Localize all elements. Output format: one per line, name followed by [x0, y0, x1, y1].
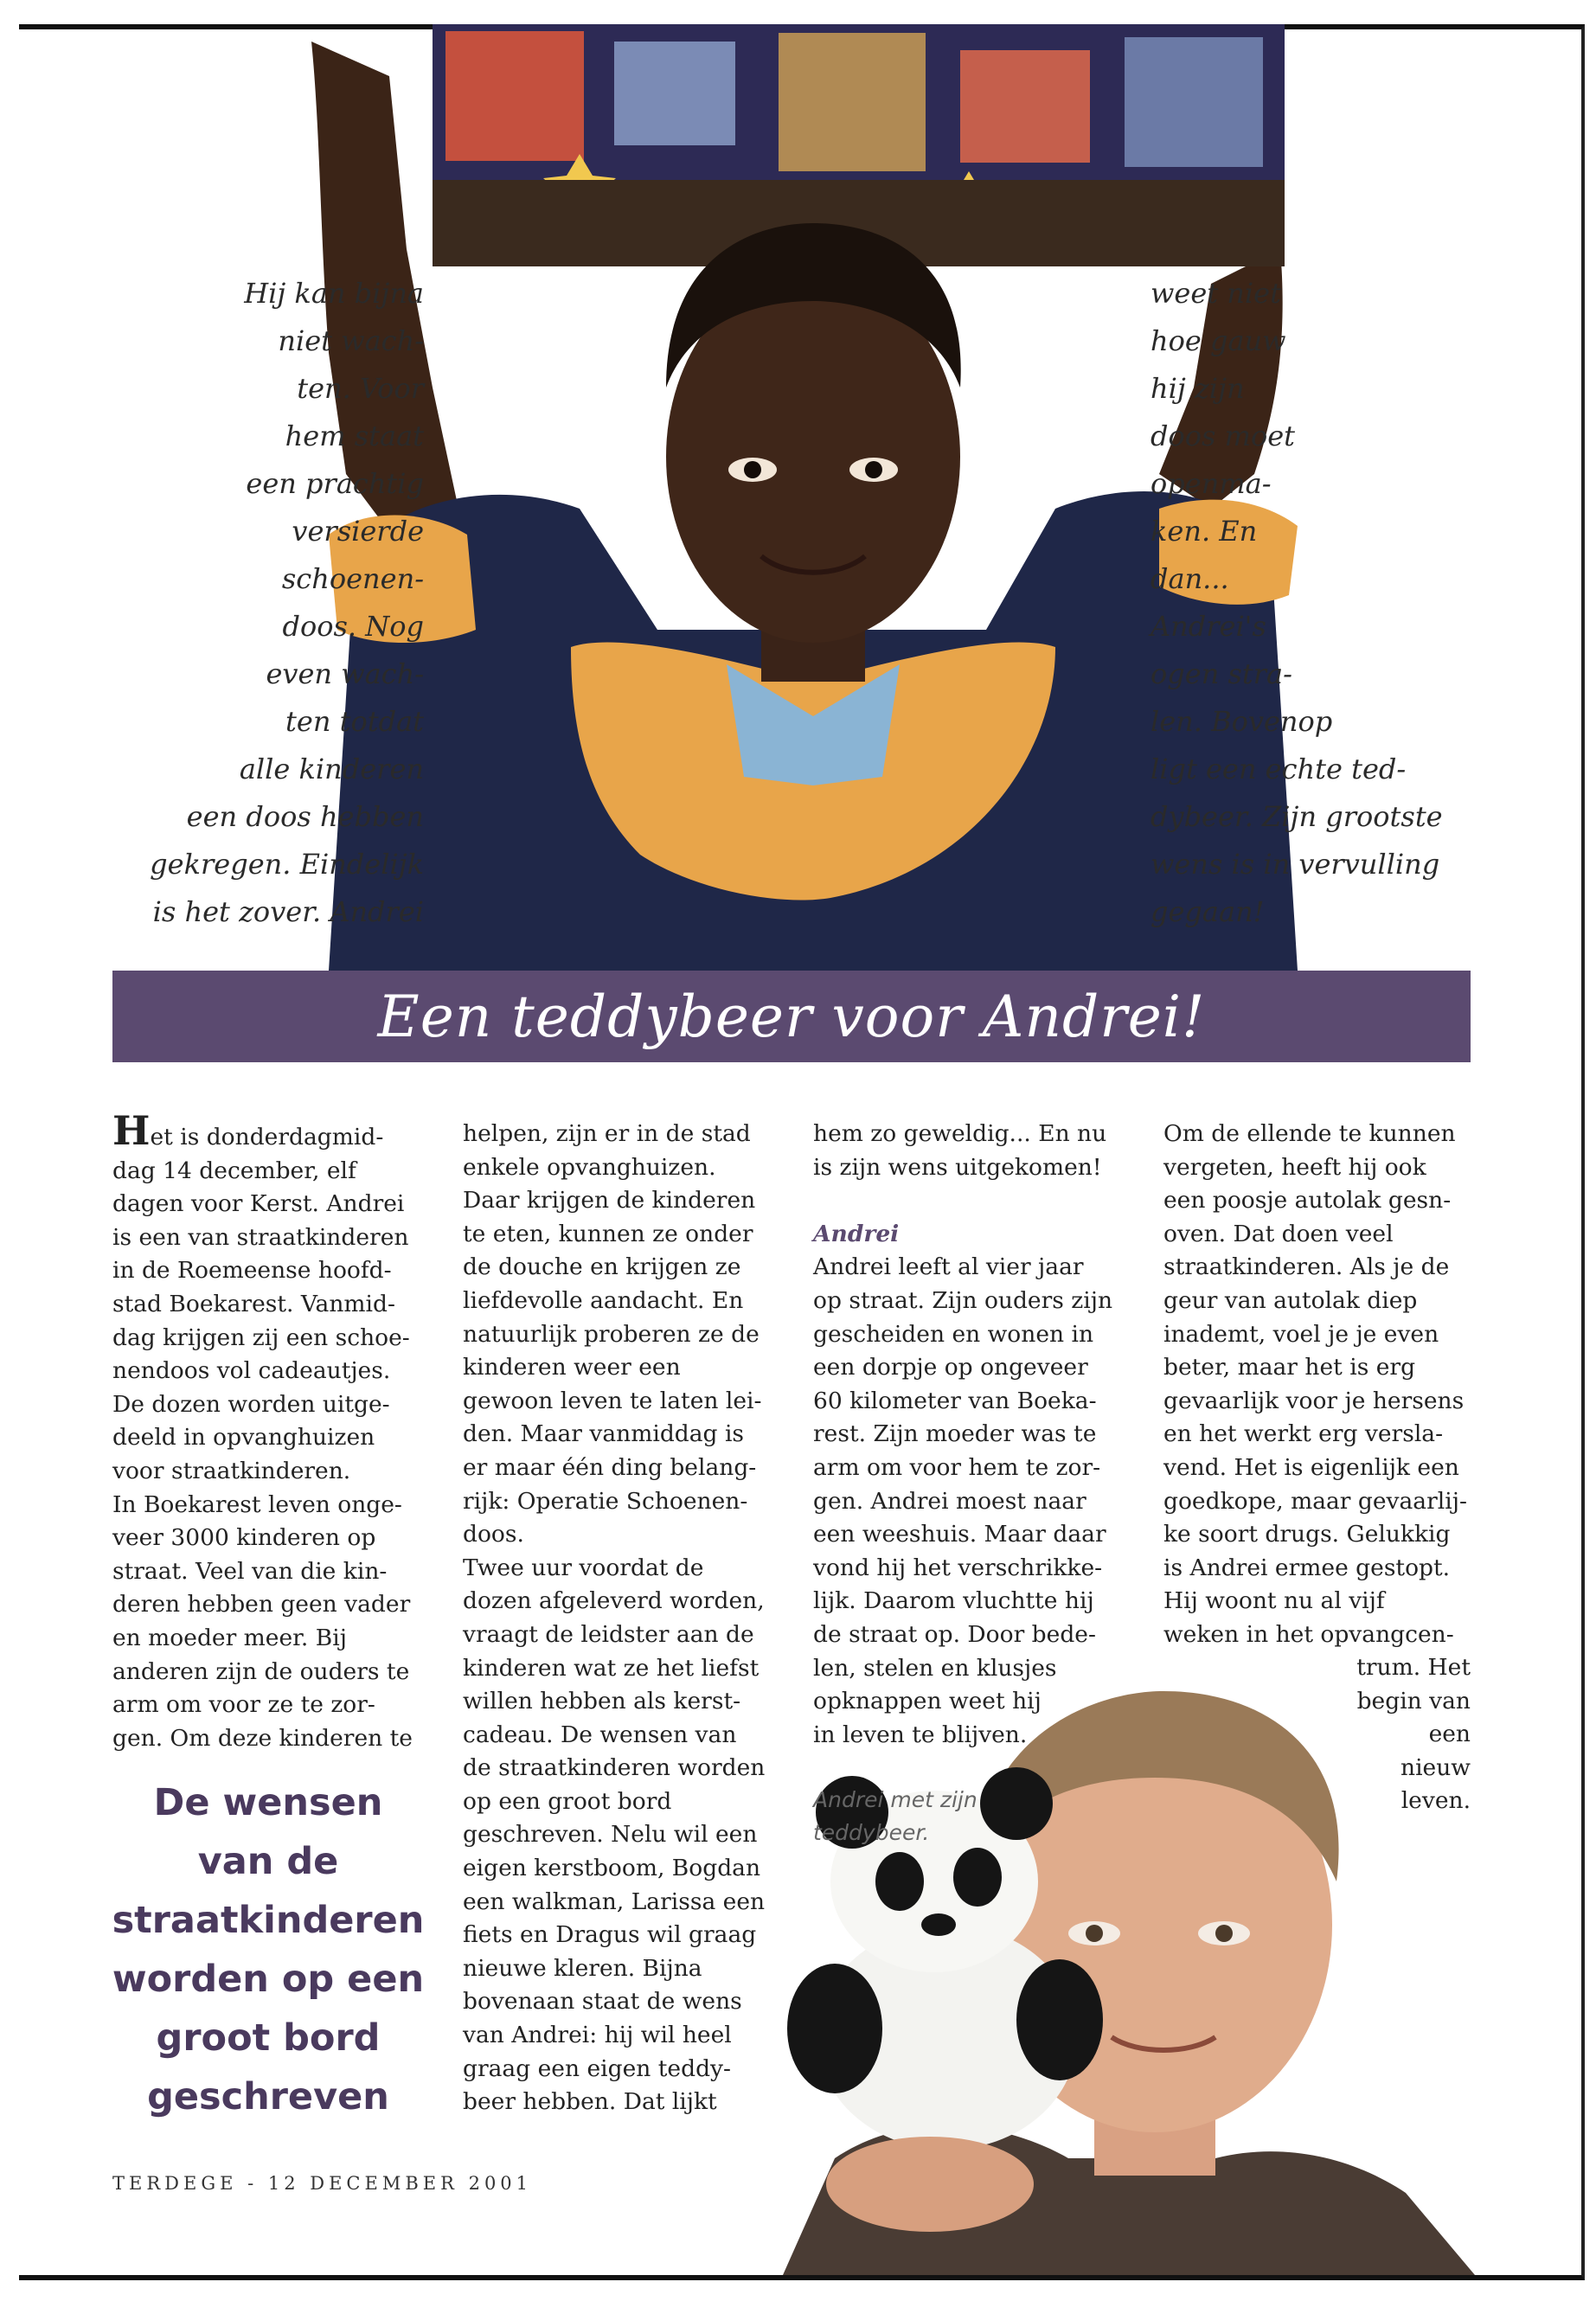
subheading: Andrei: [813, 1220, 900, 1247]
body-line: is een van straatkinderen: [112, 1223, 409, 1251]
body-line: de straatkinderen worden: [463, 1754, 766, 1782]
body-line: nieuw: [1401, 1753, 1471, 1781]
body-line: vergeten, heeft hij ook: [1163, 1153, 1426, 1181]
photo-caption: [813, 1784, 1038, 1849]
body-line: van Andrei: hij wil heel: [463, 2022, 732, 2049]
pull-quote-line: De wensen: [153, 1781, 383, 1824]
body-line: in de Roemeense hoofd-: [112, 1257, 392, 1285]
article-column-1: [112, 1107, 441, 1755]
pull-quote-line: geschreven: [147, 2075, 389, 2118]
body-line: doos.: [463, 1521, 524, 1548]
intro-line: hij zijn: [1151, 372, 1245, 405]
pull-quote: [104, 1773, 433, 2126]
pull-quote-line: van de: [197, 1840, 339, 1883]
body-line: vraagt de leidster aan de: [463, 1620, 754, 1648]
pull-quote-line: worden op een: [112, 1958, 425, 2001]
body-line: rijk: Operatie Schoenen-: [463, 1487, 748, 1515]
body-line: arm om voor hem te zor-: [813, 1453, 1101, 1481]
body-line: len, stelen en klusjes: [813, 1654, 1057, 1682]
body-line: enkele opvanghuizen.: [463, 1153, 716, 1181]
intro-line: alle kinderen: [239, 753, 424, 785]
intro-text-right: [1151, 270, 1471, 936]
body-line: bovenaan staat de wens: [463, 1988, 742, 2016]
intro-line: Andrei's: [1151, 610, 1266, 643]
caption-line: Andrei met zijn: [813, 1787, 977, 1812]
intro-line: dybeer. Zijn grootste: [1151, 800, 1443, 833]
body-line: gevaarlijk voor je hersens: [1163, 1387, 1465, 1414]
body-line: trum. Het: [1356, 1654, 1471, 1681]
body-line: er maar één ding belang-: [463, 1453, 757, 1481]
article-column-4: [1163, 1118, 1475, 1652]
body-line: Hij woont nu al vijf: [1163, 1587, 1385, 1615]
body-line: begin van: [1356, 1687, 1471, 1715]
body-line: weken in het opvangcen-: [1163, 1620, 1454, 1648]
intro-line: ogen stra-: [1151, 657, 1292, 690]
body-line: arm om voor ze te zor-: [112, 1691, 375, 1719]
body-line: De dozen worden uitge-: [112, 1390, 390, 1418]
body-line: dag 14 december, elf: [112, 1157, 356, 1184]
body-line: rest. Zijn moeder was te: [813, 1420, 1097, 1448]
intro-text-left: [104, 270, 424, 936]
first-line-text: et is donderdagmid-: [150, 1124, 384, 1150]
body-line: een: [1428, 1721, 1471, 1748]
intro-line: ligt een echte ted-: [1151, 753, 1407, 785]
body-line: is zijn wens uitgekomen!: [813, 1153, 1102, 1181]
intro-line: Hij kan bijna: [244, 277, 424, 310]
body-line: gen. Om deze kinderen te: [112, 1724, 413, 1752]
body-line: de straat op. Door bede-: [813, 1620, 1096, 1648]
intro-line: ten totdat: [285, 705, 424, 738]
intro-line: dan...: [1151, 562, 1229, 595]
intro-line: ken. En: [1151, 515, 1258, 548]
body-line: de douche en krijgen ze: [463, 1253, 741, 1281]
body-line: liefdevolle aandacht. En: [463, 1286, 744, 1314]
body-line: kinderen weer een: [463, 1354, 681, 1381]
body-line: voor straatkinderen.: [112, 1457, 351, 1484]
body-line: en moeder meer. Bij: [112, 1624, 347, 1651]
article-column-3: [813, 1118, 1142, 1752]
intro-line: len. Bovenop: [1151, 705, 1333, 738]
body-line: Om de ellende te kunnen: [1163, 1120, 1456, 1147]
intro-line: weet niet: [1151, 277, 1281, 310]
body-line: den. Maar vanmiddag is: [463, 1420, 745, 1448]
caption-line: teddybeer.: [813, 1820, 930, 1845]
body-line: is Andrei ermee gestopt.: [1163, 1554, 1451, 1581]
body-line: beer hebben. Dat lijkt: [463, 2088, 717, 2116]
intro-line: gegaan!: [1151, 895, 1265, 928]
article-title: Een teddybeer voor Andrei!: [377, 983, 1206, 1050]
body-line: dag krijgen zij een schoe-: [112, 1324, 410, 1351]
article-column-4-tail: [1298, 1651, 1471, 1818]
body-line: ke soort drugs. Gelukkig: [1163, 1521, 1451, 1548]
body-line: veer 3000 kinderen op: [112, 1524, 376, 1552]
body-line: gescheiden en wonen in: [813, 1320, 1094, 1348]
intro-line: een prachtig: [246, 467, 424, 500]
body-line: een weeshuis. Maar daar: [813, 1521, 1106, 1548]
title-banner: [112, 971, 1471, 1062]
intro-line: hoe gauw: [1151, 324, 1286, 357]
body-line: anderen zijn de ouders te: [112, 1657, 410, 1685]
body-line: helpen, zijn er in de stad: [463, 1120, 751, 1147]
body-line: en het werkt erg versla-: [1163, 1420, 1444, 1448]
body-line: opknappen weet hij: [813, 1688, 1042, 1715]
pull-quote-line: straatkinderen: [112, 1899, 425, 1942]
body-line: 60 kilometer van Boeka-: [813, 1387, 1097, 1414]
intro-line: openma-: [1151, 467, 1272, 500]
body-line: straat. Veel van die kin-: [112, 1557, 388, 1585]
body-line: deren hebben geen vader: [112, 1591, 411, 1618]
body-line: een walkman, Larissa een: [463, 1888, 766, 1915]
body-line: een dorpje op ongeveer: [813, 1354, 1088, 1381]
drop-cap: H: [112, 1107, 151, 1154]
body-line: in leven te blijven.: [813, 1721, 1028, 1748]
body-line: oven. Dat doen veel: [1163, 1220, 1394, 1247]
intro-line: doos moet: [1151, 420, 1296, 452]
body-line: In Boekarest leven onge-: [112, 1490, 402, 1518]
page-footer: TERDEGE - 12 DECEMBER 2001: [112, 2173, 533, 2194]
article-column-2: [463, 1118, 792, 2119]
intro-line: een doos hebben: [186, 800, 424, 833]
first-line: [112, 1107, 441, 1155]
body-line: natuurlijk proberen ze de: [463, 1320, 760, 1348]
body-line: beter, maar het is erg: [1163, 1354, 1416, 1381]
pull-quote-line: groot bord: [156, 2016, 381, 2060]
body-line: deeld in opvanghuizen: [112, 1424, 375, 1452]
body-line: geur van autolak diep: [1163, 1286, 1418, 1314]
body-line: geschreven. Nelu wil een: [463, 1821, 758, 1849]
body-line: straatkinderen. Als je de: [1163, 1253, 1450, 1281]
body-line: eigen kerstboom, Bogdan: [463, 1855, 761, 1882]
body-line: gen. Andrei moest naar: [813, 1487, 1086, 1515]
body-line: op een groot bord: [463, 1787, 672, 1815]
body-line: leven.: [1401, 1787, 1471, 1815]
body-line: vond hij het verschrikke-: [813, 1554, 1103, 1581]
body-line: Andrei leeft al vier jaar: [813, 1253, 1084, 1281]
intro-line: gekregen. Eindelijk: [150, 848, 424, 881]
body-line: stad Boekarest. Vanmid-: [112, 1290, 395, 1317]
body-line: nieuwe kleren. Bijna: [463, 1954, 702, 1982]
body-line: vend. Het is eigenlijk een: [1163, 1453, 1459, 1481]
intro-line: hem staat: [285, 420, 424, 452]
body-line: hem zo geweldig... En nu: [813, 1120, 1107, 1147]
intro-line: niet wach-: [278, 324, 424, 357]
body-line: inademt, voel je je even: [1163, 1320, 1439, 1348]
body-line: goedkope, maar gevaarlij-: [1163, 1487, 1467, 1515]
body-line: een poosje autolak gesn-: [1163, 1187, 1452, 1215]
body-line: fiets en Dragus wil graag: [463, 1921, 757, 1949]
intro-line: schoenen-: [281, 562, 424, 595]
body-line: lijk. Daarom vluchtte hij: [813, 1587, 1094, 1615]
intro-line: versierde: [292, 515, 424, 548]
intro-line: even wach-: [266, 657, 424, 690]
intro-line: is het zover. Andrei: [152, 895, 424, 928]
body-line: nendoos vol cadeautjes.: [112, 1357, 391, 1385]
body-line: te eten, kunnen ze onder: [463, 1220, 753, 1247]
body-line: kinderen wat ze het liefst: [463, 1654, 760, 1682]
intro-line: doos. Nog: [282, 610, 424, 643]
body-line: Twee uur voordat de: [463, 1554, 704, 1581]
body-line: Daar krijgen de kinderen: [463, 1187, 756, 1215]
body-line: graag een eigen teddy-: [463, 2054, 731, 2082]
body-line: cadeau. De wensen van: [463, 1721, 737, 1748]
body-line: dozen afgeleverd worden,: [463, 1587, 765, 1615]
intro-line: wens is in vervulling: [1151, 848, 1440, 881]
spacer: [813, 1184, 1142, 1218]
body-line: dagen voor Kerst. Andrei: [112, 1190, 405, 1218]
intro-line: ten. Voor: [297, 372, 424, 405]
body-line: op straat. Zijn ouders zijn: [813, 1286, 1113, 1314]
body-line: willen hebben als kerst-: [463, 1688, 741, 1715]
body-line: gewoon leven te laten lei-: [463, 1387, 762, 1414]
